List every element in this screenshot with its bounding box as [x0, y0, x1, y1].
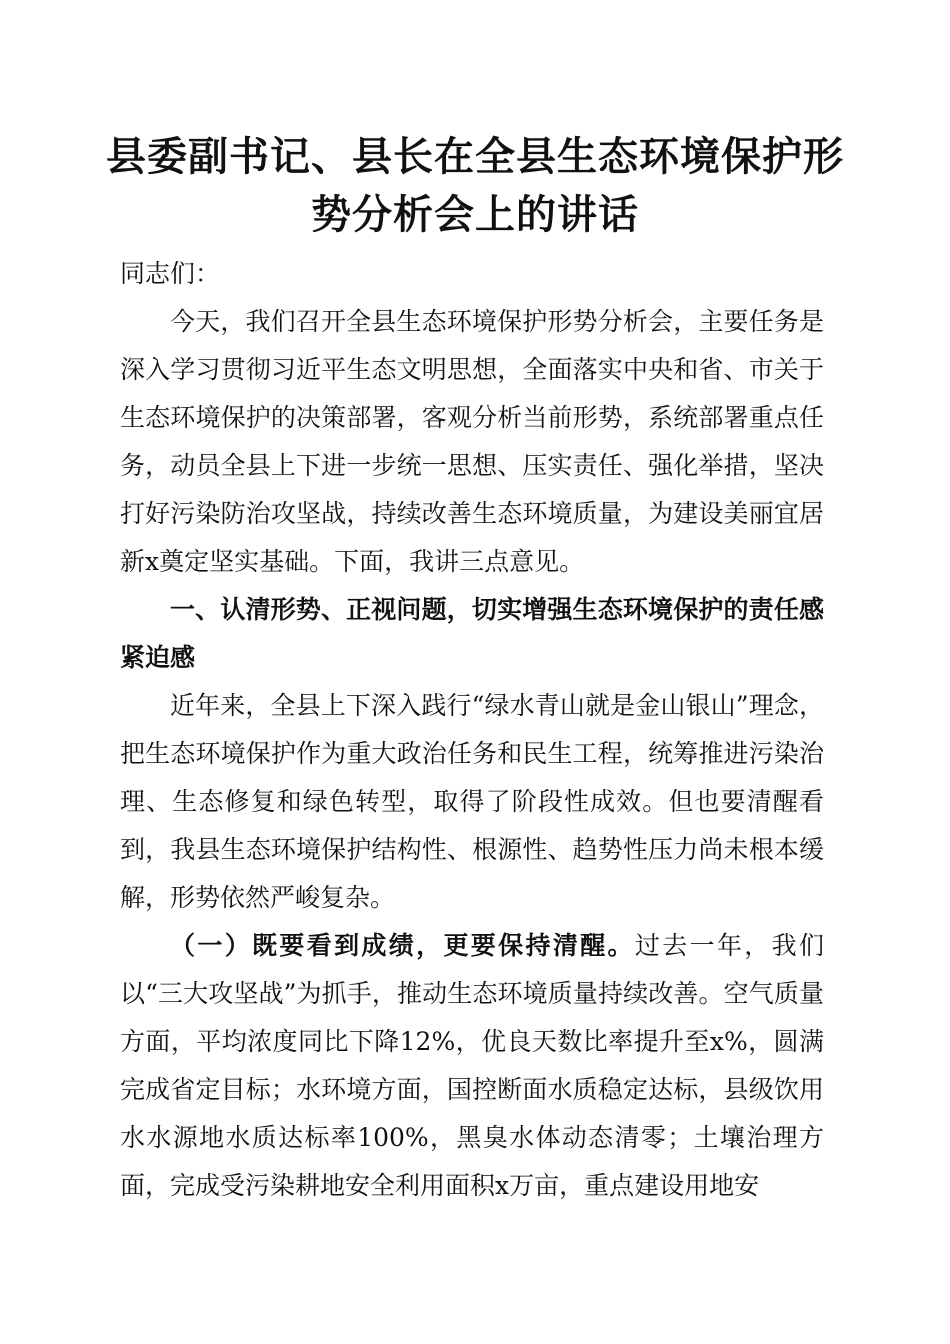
- subsection1-text: 过去一年，我们以“三大攻坚战”为抓手，推动生态环境质量持续改善。空气质量方面，平均浓度同比下降12%，优良天数比率提升至x%，圆满完成省定目标；水环境方面，国控断面水质稳定达标，县级饮用水水源地水质达标率100%，黑臭水体动态清零；土壤治理方面，完成受污染耕地安全利用面积x万亩，重点建设用地安: [120, 931, 824, 1200]
- intro-paragraph: 今天，我们召开全县生态环境保护形势分析会，主要任务是深入学习贯彻习近平生态文明思想，全面落实中央和省、市关于生态环境保护的决策部署，客观分析当前形势，系统部署重点任务，动员全县上下进一步统一思想、压实责任、强化举措，坚决打好污染防治攻坚战，持续改善生态环境质量，为建设美丽宜居新x奠定坚实基础。下面，我讲三点意见。: [120, 307, 824, 576]
- document-title: 县委副书记、县长在全县生态环境保护形势分析会上的讲话: [106, 133, 844, 238]
- section-heading-1: 一、认清形势、正视问题，切实增强生态环境保护的责任感紧迫感: [120, 595, 824, 672]
- salutation: 同志们：: [120, 259, 221, 288]
- document-body: [120, 250, 824, 1210]
- subsection1-lead: （一）既要看到成绩，更要保持清醒。: [170, 931, 635, 960]
- subsection1-paragraph: [120, 922, 824, 1210]
- section1-paragraph: 近年来，全县上下深入践行“绿水青山就是金山银山”理念，把生态环境保护作为重大政治任务和民生工程，统筹推进污染治理、生态修复和绿色转型，取得了阶段性成效。但也要清醒看到，我县生态环境保护结构性、根源性、趋势性压力尚未根本缓解，形势依然严峻复杂。: [120, 691, 824, 912]
